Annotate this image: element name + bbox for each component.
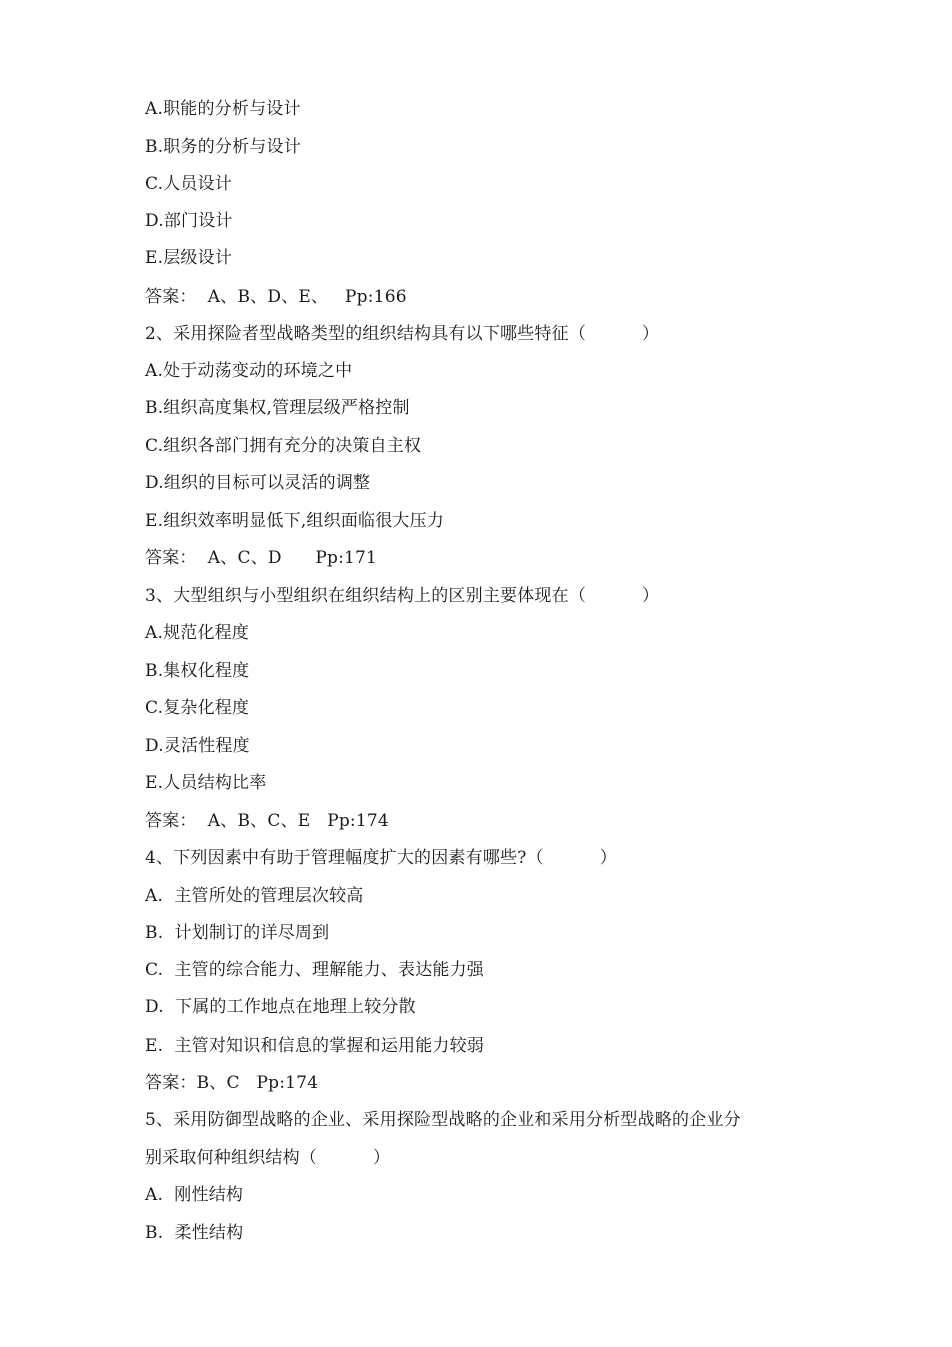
q1-option-b: B.职务的分析与设计 <box>145 137 301 157</box>
q4-option-b: B. 计划制订的详尽周到 <box>145 923 330 943</box>
q3-option-d: D.灵活性程度 <box>145 736 250 756</box>
q3-question: 3、大型组织与小型组织在组织结构上的区别主要体现在（ ） <box>145 586 660 606</box>
q1-option-e: E.层级设计 <box>145 248 233 268</box>
q4-question: 4、下列因素中有助于管理幅度扩大的因素有哪些?（ ） <box>145 848 617 868</box>
q4-option-c: C. 主管的综合能力、理解能力、表达能力强 <box>145 960 485 980</box>
q5-option-a: A. 刚性结构 <box>145 1185 244 1205</box>
q2-option-b: B.组织高度集权,管理层级严格控制 <box>145 398 410 418</box>
q5-option-b: B. 柔性结构 <box>145 1223 244 1243</box>
q2-option-c: C.组织各部门拥有充分的决策自主权 <box>145 436 422 456</box>
q4-answer: 答案：B、C Pp:174 <box>145 1073 319 1093</box>
q2-answer: 答案： A、C、D Pp:171 <box>145 548 378 568</box>
q1-option-d: D.部门设计 <box>145 211 233 231</box>
q1-option-a: A.职能的分析与设计 <box>145 99 301 119</box>
q3-option-a: A.规范化程度 <box>145 623 250 643</box>
q4-option-a: A. 主管所处的管理层次较高 <box>145 886 364 906</box>
q3-answer: 答案： A、B、C、E Pp:174 <box>145 811 389 831</box>
q2-option-e: E.组织效率明显低下,组织面临很大压力 <box>145 511 445 531</box>
q2-question: 2、采用探险者型战略类型的组织结构具有以下哪些特征（ ） <box>145 324 660 344</box>
q2-option-d: D.组织的目标可以灵活的调整 <box>145 473 371 493</box>
q2-option-a: A.处于动荡变动的环境之中 <box>145 361 353 381</box>
q3-option-c: C.复杂化程度 <box>145 698 250 718</box>
q4-option-e: E. 主管对知识和信息的掌握和运用能力较弱 <box>145 1036 485 1056</box>
q5-question-line-1: 5、采用防御型战略的企业、采用探险型战略的企业和采用分析型战略的企业分 <box>145 1110 741 1130</box>
q1-option-c: C.人员设计 <box>145 174 233 194</box>
q4-option-d: D. 下属的工作地点在地理上较分散 <box>145 997 416 1017</box>
q1-answer: 答案： A、B、D、E、 Pp:166 <box>145 287 407 307</box>
q5-question-line-2: 别采取何种组织结构（ ） <box>145 1148 391 1168</box>
q3-option-b: B.集权化程度 <box>145 661 250 681</box>
q3-option-e: E.人员结构比率 <box>145 773 267 793</box>
